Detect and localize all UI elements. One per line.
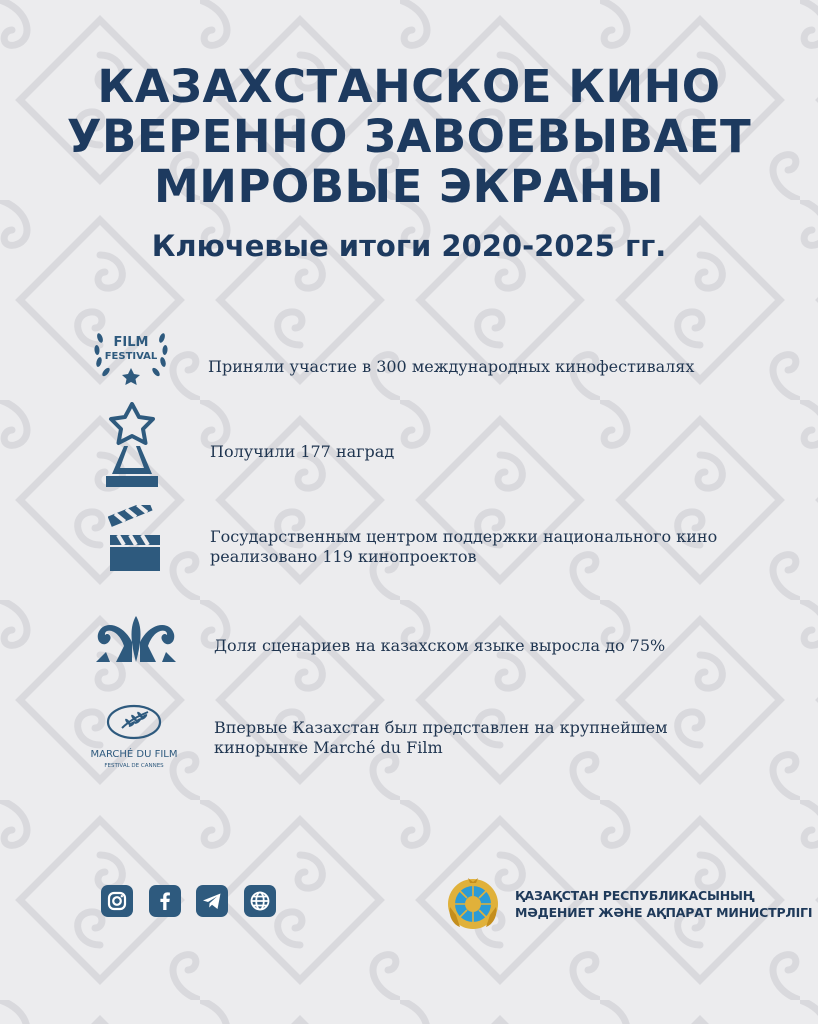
ministry-line: ҚАЗАҚСТАН РЕСПУБЛИКАСЫНЫҢ bbox=[515, 888, 755, 903]
instagram-icon[interactable] bbox=[101, 885, 133, 917]
item-text bbox=[210, 527, 717, 567]
title-line: КАЗАХСТАНСКОЕ КИНО bbox=[97, 60, 721, 113]
item-text-line: Получили 177 наград bbox=[210, 442, 395, 461]
trophy-icon bbox=[104, 402, 160, 488]
item-text bbox=[210, 442, 394, 462]
item-text-line: Доля сценариев на казахском языке выросла до 75% bbox=[214, 636, 666, 655]
marche-du-film-logo bbox=[86, 702, 182, 772]
item-text-line: Приняли участие в 300 международных кинофестивалях bbox=[208, 357, 695, 376]
item-text-line: Государственным центром поддержки национального кино bbox=[210, 527, 718, 546]
item-text-line: кинорынке Marché du Film bbox=[214, 738, 443, 757]
item-text-line: Впервые Казахстан был представлен на крупнейшем bbox=[214, 718, 668, 737]
film-festival-laurel-icon bbox=[92, 324, 170, 386]
logo-text: FESTIVAL bbox=[104, 351, 158, 362]
item-text bbox=[214, 718, 668, 758]
title-line: МИРОВЫЕ ЭКРАНЫ bbox=[154, 160, 664, 213]
clapperboard-icon bbox=[108, 505, 162, 571]
page-title bbox=[0, 62, 818, 212]
ministry-line: МӘДЕНИЕТ ЖӘНЕ АҚПАРАТ МИНИСТРЛІГІ bbox=[515, 905, 813, 920]
item-text bbox=[208, 357, 694, 377]
title-line: УВЕРЕННО ЗАВОЕВЫВАЕТ bbox=[66, 110, 752, 163]
ministry-name bbox=[515, 887, 812, 921]
kazakhstan-emblem-icon bbox=[446, 877, 500, 931]
telegram-icon[interactable] bbox=[196, 885, 228, 917]
logo-text: FESTIVAL DE CANNES bbox=[104, 763, 164, 769]
item-text bbox=[214, 636, 665, 656]
logo-text: MARCHÉ DU FILM bbox=[90, 749, 178, 760]
globe-icon[interactable] bbox=[244, 885, 276, 917]
page-subtitle: Ключевые итоги 2020-2025 гг. bbox=[151, 229, 667, 263]
logo-text: FILM bbox=[113, 335, 149, 350]
kazakh-ornament-icon bbox=[96, 612, 176, 664]
item-text-line: реализовано 119 кинопроектов bbox=[210, 547, 477, 566]
facebook-icon[interactable] bbox=[149, 885, 181, 917]
